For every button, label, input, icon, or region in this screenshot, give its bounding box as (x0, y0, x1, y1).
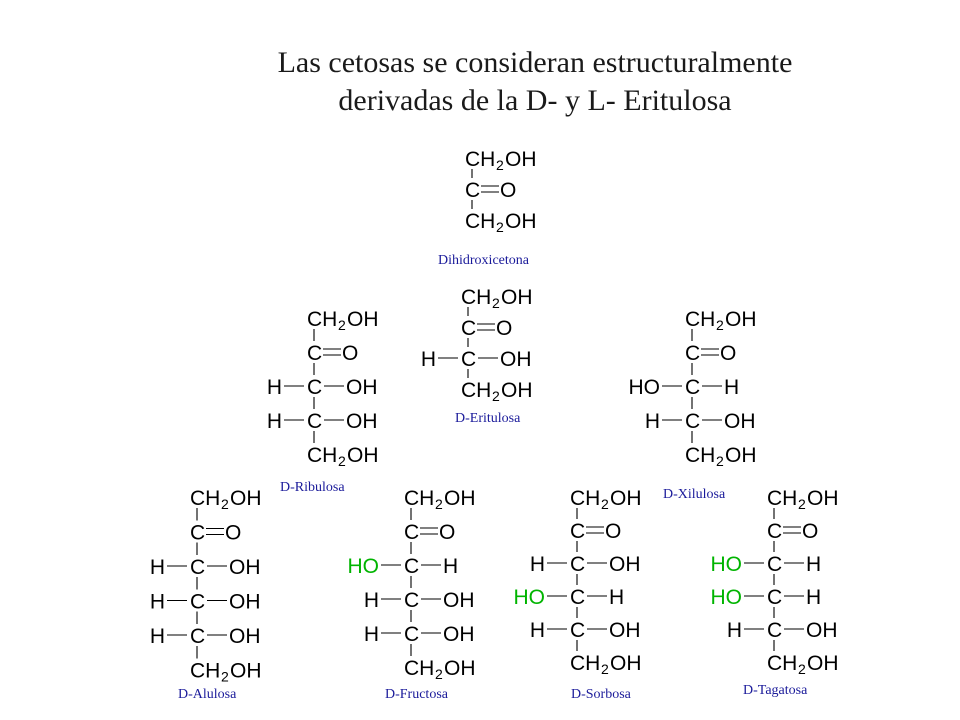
fischer-0-top-oh: OH (505, 148, 537, 171)
fischer-3-top-ch: CH (685, 308, 716, 331)
fischer-5-bottom-ch: CH (404, 657, 435, 680)
slide-title-line-2: derivadas de la D- y L- Eritulosa (338, 84, 732, 117)
fischer-5-right-2: OH (443, 623, 475, 646)
fischer-0-carbonyl-c: C (465, 179, 481, 202)
fischer-2-chiral-c-0: C (307, 376, 323, 399)
fischer-3-right-1: OH (724, 410, 756, 433)
fischer-d-xilulosa (629, 308, 757, 502)
fischer-0-bottom-ch: CH (465, 210, 496, 233)
fischer-d-sorbosa (514, 487, 642, 702)
fischer-7-bottom-ch: CH (767, 652, 798, 675)
fischer-d-alulosa (150, 487, 262, 702)
fischer-4-right-0: OH (229, 556, 261, 579)
fischer-7-left-1: HO (710, 586, 742, 609)
fischer-3-bottom-subscript-2: 2 (716, 453, 724, 469)
fischer-6-bottom-ch: CH (570, 652, 601, 675)
fischer-7-top-oh: OH (807, 487, 839, 510)
fischer-7-top-ch: CH (767, 487, 798, 510)
fischer-3-left-0: HO (628, 376, 660, 399)
fischer-4-top-oh: OH (230, 487, 262, 510)
fischer-7-carbonyl-c: C (767, 520, 783, 543)
fischer-3-right-0: H (724, 376, 740, 399)
fischer-3-carbonyl-o: O (720, 342, 737, 365)
fischer-6-top-ch: CH (570, 487, 601, 510)
fischer-1-carbonyl-o: O (496, 317, 513, 340)
fischer-1-carbonyl-c: C (461, 317, 477, 340)
fischer-3-bottom-ch: CH (685, 444, 716, 467)
fischer-5-chiral-c-2: C (404, 623, 420, 646)
caption-dihidroxicetona: Dihidroxicetona (438, 253, 529, 268)
fischer-6-chiral-c-2: C (570, 619, 586, 642)
fischer-d-fructosa (348, 487, 476, 702)
fischer-7-chiral-c-1: C (767, 586, 783, 609)
fischer-5-right-1: OH (443, 589, 475, 612)
fischer-2-bottom-subscript-2: 2 (338, 453, 346, 469)
fischer-4-left-0: H (149, 556, 165, 579)
fischer-2-right-0: OH (346, 376, 378, 399)
fischer-4-right-1: OH (229, 590, 261, 614)
fischer-2-top-oh: OH (347, 308, 379, 331)
fischer-d-ribulosa (267, 308, 379, 495)
fischer-7-bottom-oh: OH (807, 652, 839, 675)
fischer-4-right-2: OH (229, 625, 261, 648)
caption-d-sorbosa: D-Sorbosa (571, 687, 631, 702)
fischer-6-bottom-subscript-2: 2 (601, 661, 609, 677)
fischer-1-bottom-oh: OH (501, 379, 533, 402)
fischer-3-left-1: H (644, 410, 660, 433)
fischer-3-chiral-c-0: C (685, 376, 701, 399)
fischer-2-top-subscript-2: 2 (338, 317, 346, 333)
fischer-4-bottom-oh: OH (230, 659, 262, 683)
fischer-4-left-2: H (149, 625, 165, 648)
fischer-4-left-1: H (149, 590, 165, 614)
fischer-1-bottom-ch: CH (461, 379, 492, 402)
fischer-d-eritulosa (421, 286, 533, 426)
fischer-2-bottom-ch: CH (307, 444, 338, 467)
fischer-6-right-1: H (609, 586, 625, 609)
fischer-1-top-oh: OH (501, 286, 533, 309)
fischer-1-bottom-subscript-2: 2 (492, 388, 500, 404)
fischer-dihidroxicetona (438, 148, 537, 268)
fischer-1-chiral-c-0: C (461, 348, 477, 371)
fischer-4-chiral-c-1: C (190, 590, 206, 614)
fischer-5-left-1: H (363, 589, 379, 612)
fischer-4-chiral-c-2: C (190, 625, 206, 648)
fischer-3-chiral-c-1: C (685, 410, 701, 433)
fischer-5-left-0: HO (347, 555, 379, 578)
fischer-5-right-0: H (443, 555, 459, 578)
fischer-0-bottom-subscript-2: 2 (496, 219, 504, 235)
fischer-4-chiral-c-0: C (190, 556, 206, 579)
caption-d-xilulosa: D-Xilulosa (663, 487, 726, 502)
caption-d-ribulosa: D-Ribulosa (280, 480, 345, 495)
fischer-5-chiral-c-1: C (404, 589, 420, 612)
fischer-7-left-2: H (726, 619, 742, 642)
fischer-6-bottom-oh: OH (610, 652, 642, 675)
slide-title-line-1: Las cetosas se consideran estructuralmente (277, 46, 793, 79)
fischer-7-right-1: H (806, 586, 822, 609)
fischer-6-right-0: OH (609, 553, 641, 576)
fischer-2-left-0: H (266, 376, 282, 399)
fischer-0-top-subscript-2: 2 (496, 157, 504, 173)
fischer-4-carbonyl-c: C (190, 521, 206, 545)
fischer-7-top-subscript-2: 2 (798, 496, 806, 512)
fischer-5-top-subscript-2: 2 (435, 496, 443, 512)
fischer-2-chiral-c-1: C (307, 410, 323, 433)
fischer-6-left-0: H (529, 553, 545, 576)
fischer-5-bottom-oh: OH (444, 657, 476, 680)
fischer-7-right-2: OH (806, 619, 838, 642)
fischer-7-bottom-subscript-2: 2 (798, 661, 806, 677)
caption-d-alulosa: D-Alulosa (178, 687, 237, 702)
fischer-6-carbonyl-o: O (605, 520, 622, 543)
fischer-7-carbonyl-o: O (802, 520, 819, 543)
fischer-7-chiral-c-2: C (767, 619, 783, 642)
fischer-6-left-1: HO (513, 586, 545, 609)
fischer-1-left-0: H (420, 348, 436, 371)
fischer-2-top-ch: CH (307, 308, 338, 331)
fischer-1-right-0: OH (500, 348, 532, 371)
fischer-2-left-1: H (266, 410, 282, 433)
fischer-d-tagatosa (711, 487, 839, 698)
fischer-4-top-ch: CH (190, 487, 221, 510)
fischer-2-carbonyl-o: O (342, 342, 359, 365)
fischer-6-right-2: OH (609, 619, 641, 642)
caption-d-fructosa: D-Fructosa (385, 687, 448, 702)
fischer-6-chiral-c-0: C (570, 553, 586, 576)
fischer-0-carbonyl-o: O (500, 179, 517, 202)
fischer-3-carbonyl-c: C (685, 342, 701, 365)
fischer-6-top-subscript-2: 2 (601, 496, 609, 512)
fischer-5-carbonyl-o: O (439, 521, 456, 544)
fischer-1-top-subscript-2: 2 (492, 295, 500, 311)
fischer-3-bottom-oh: OH (725, 444, 757, 467)
fischer-6-top-oh: OH (610, 487, 642, 510)
fischer-6-carbonyl-c: C (570, 520, 586, 543)
fischer-4-top-subscript-2: 2 (221, 496, 229, 512)
fischer-4-bottom-ch: CH (190, 659, 221, 683)
fischer-5-bottom-subscript-2: 2 (435, 666, 443, 682)
fischer-5-top-oh: OH (444, 487, 476, 510)
fischer-3-top-oh: OH (725, 308, 757, 331)
fischer-4-bottom-subscript-2: 2 (221, 668, 229, 685)
fischer-7-right-0: H (806, 553, 822, 576)
fischer-5-top-ch: CH (404, 487, 435, 510)
fischer-4-carbonyl-o: O (225, 521, 242, 545)
fischer-2-bottom-oh: OH (347, 444, 379, 467)
caption-d-tagatosa: D-Tagatosa (743, 683, 808, 698)
fischer-2-right-1: OH (346, 410, 378, 433)
fischer-3-top-subscript-2: 2 (716, 317, 724, 333)
fischer-5-carbonyl-c: C (404, 521, 420, 544)
caption-d-eritulosa: D-Eritulosa (455, 411, 521, 426)
fischer-5-chiral-c-0: C (404, 555, 420, 578)
fischer-5-left-2: H (363, 623, 379, 646)
fischer-6-chiral-c-1: C (570, 586, 586, 609)
fischer-2-carbonyl-c: C (307, 342, 323, 365)
fischer-7-chiral-c-0: C (767, 553, 783, 576)
fischer-0-top-ch: CH (465, 148, 496, 171)
fischer-7-left-0: HO (710, 553, 742, 576)
fischer-1-top-ch: CH (461, 286, 492, 309)
fischer-0-bottom-oh: OH (505, 210, 537, 233)
fischer-6-left-2: H (529, 619, 545, 642)
